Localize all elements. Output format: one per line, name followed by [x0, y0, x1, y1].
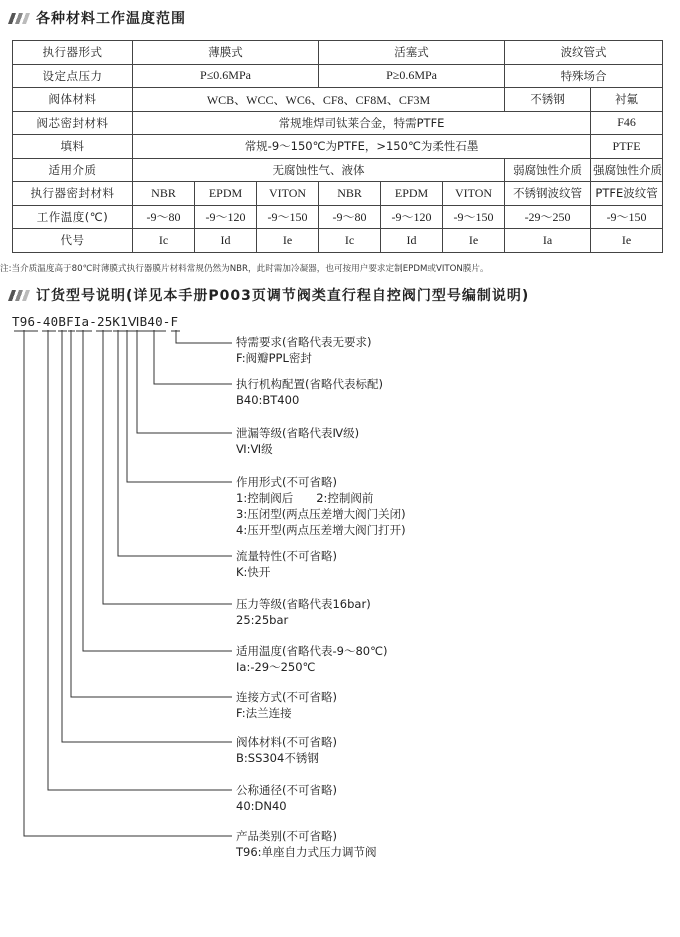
table-cell: 衬氟: [591, 88, 663, 112]
row-label: 代号: [13, 229, 133, 253]
table-cell: 波纹管式: [505, 41, 663, 65]
item-title: 产品类别(不可省略): [236, 829, 337, 843]
item-title: 执行机构配置(省略代表标配): [236, 377, 383, 391]
item-title: 压力等级(省略代表16bar): [236, 597, 371, 611]
table-cell: P≤0.6MPa: [133, 64, 319, 88]
code-item-actuator: [236, 376, 383, 408]
table-cell: 弱腐蚀性介质: [505, 158, 591, 182]
row-label: 工作温度(℃): [13, 205, 133, 229]
table-cell: -9～120: [381, 205, 443, 229]
section-title-text: 订货型号说明(详见本手册P003页调节阀类直行程自控阀门型号编制说明): [36, 288, 530, 304]
item-desc: B40:BT400: [236, 393, 300, 407]
table-cell: 活塞式: [319, 41, 505, 65]
table-cell: 无腐蚀性气、液体: [133, 158, 505, 182]
table-cell: Id: [381, 229, 443, 253]
item-desc: K:快开: [236, 565, 271, 579]
code-item-pressure-class: [236, 596, 371, 628]
item-desc: 40:DN40: [236, 799, 287, 813]
table-cell: 强腐蚀性介质: [591, 158, 663, 182]
row-label: 填料: [13, 135, 133, 159]
row-label: 执行器形式: [13, 41, 133, 65]
table-cell: NBR: [133, 182, 195, 206]
table-cell: VITON: [443, 182, 505, 206]
item-title: 泄漏等级(省略代表Ⅳ级): [236, 426, 360, 440]
table-cell: PTFE波纹管: [591, 182, 663, 206]
table-cell: Ie: [257, 229, 319, 253]
item-title: 适用温度(省略代表-9～80℃): [236, 644, 388, 658]
table-cell: -9～150: [257, 205, 319, 229]
table-cell: -9～80: [133, 205, 195, 229]
model-code-text: T96-40BFIa-25K1ⅥB40-F: [12, 314, 179, 329]
table-cell: 常规-9～150℃为PTFE，>150℃为柔性石墨: [133, 135, 591, 159]
item-desc: 1:控制阀后 2:控制阀前: [236, 491, 374, 505]
table-cell: -9～120: [195, 205, 257, 229]
table-cell: Ic: [133, 229, 195, 253]
item-title: 阀体材料(不可省略): [236, 735, 337, 749]
table-footnote: 注:当介质温度高于80℃时薄膜式执行器膜片材料常规仍然为NBR，此时需加冷凝器，也可按用户要求定制EPDM或VITON膜片。: [0, 264, 489, 274]
item-title: 流量特性(不可省略): [236, 549, 337, 563]
item-desc: 25:25bar: [236, 613, 289, 627]
item-title: 连接方式(不可省略): [236, 690, 337, 704]
item-desc: T96:单座自力式压力调节阀: [236, 845, 377, 859]
item-title: 公称通径(不可省略): [236, 783, 337, 797]
row-label: 阀体材料: [13, 88, 133, 112]
table-cell: WCB、WCC、WC6、CF8、CF8M、CF3M: [133, 88, 505, 112]
table-cell: Ie: [443, 229, 505, 253]
table-cell: -29～250: [505, 205, 591, 229]
item-title: 作用形式(不可省略): [236, 475, 337, 489]
item-title: 特需要求(省略代表无要求): [236, 335, 372, 349]
table-cell: F46: [591, 111, 663, 135]
table-cell: Ia: [505, 229, 591, 253]
table-cell: 常规堆焊司钛莱合金，特需PTFE: [133, 111, 591, 135]
table-cell: 不锈钢: [505, 88, 591, 112]
row-label: 阀芯密封材料: [13, 111, 133, 135]
table-cell: PTFE: [591, 135, 663, 159]
table-cell: 薄膜式: [133, 41, 319, 65]
table-cell: 特殊场合: [505, 64, 663, 88]
item-desc: F:法兰连接: [236, 706, 292, 720]
table-cell: VITON: [257, 182, 319, 206]
item-desc: F:阀瓣PPL密封: [236, 351, 312, 365]
section-title-text: 各种材料工作温度范围: [36, 11, 186, 27]
code-item-temperature: [236, 643, 388, 675]
code-item-action-form: [236, 474, 406, 538]
table-cell: Ic: [319, 229, 381, 253]
table-cell: Id: [195, 229, 257, 253]
item-desc: Ia:-29～250℃: [236, 660, 316, 674]
code-item-connection: [236, 689, 337, 721]
item-desc: 4:压开型(两点压差增大阀门打开): [236, 523, 406, 537]
code-item-leakage: [236, 425, 359, 457]
table-cell: NBR: [319, 182, 381, 206]
code-item-special-requirement: [236, 334, 371, 366]
code-item-body-material: [236, 734, 337, 766]
table-cell: -9～80: [319, 205, 381, 229]
table-cell: EPDM: [381, 182, 443, 206]
table-cell: 不锈钢波纹管: [505, 182, 591, 206]
table-cell: P≥0.6MPa: [319, 64, 505, 88]
item-desc: 3:压闭型(两点压差增大阀门关闭): [236, 507, 406, 521]
table-cell: -9～150: [443, 205, 505, 229]
code-item-nominal-diameter: [236, 782, 337, 814]
table-cell: Ie: [591, 229, 663, 253]
row-label: 设定点压力: [13, 64, 133, 88]
table-cell: EPDM: [195, 182, 257, 206]
table-cell: -9～150: [591, 205, 663, 229]
row-label: 适用介质: [13, 158, 133, 182]
code-item-product-category: [236, 828, 377, 860]
code-item-flow-characteristic: [236, 548, 337, 580]
item-desc: B:SS304不锈钢: [236, 751, 319, 765]
item-desc: Ⅵ:Ⅵ级: [236, 442, 273, 456]
row-label: 执行器密封材料: [13, 182, 133, 206]
